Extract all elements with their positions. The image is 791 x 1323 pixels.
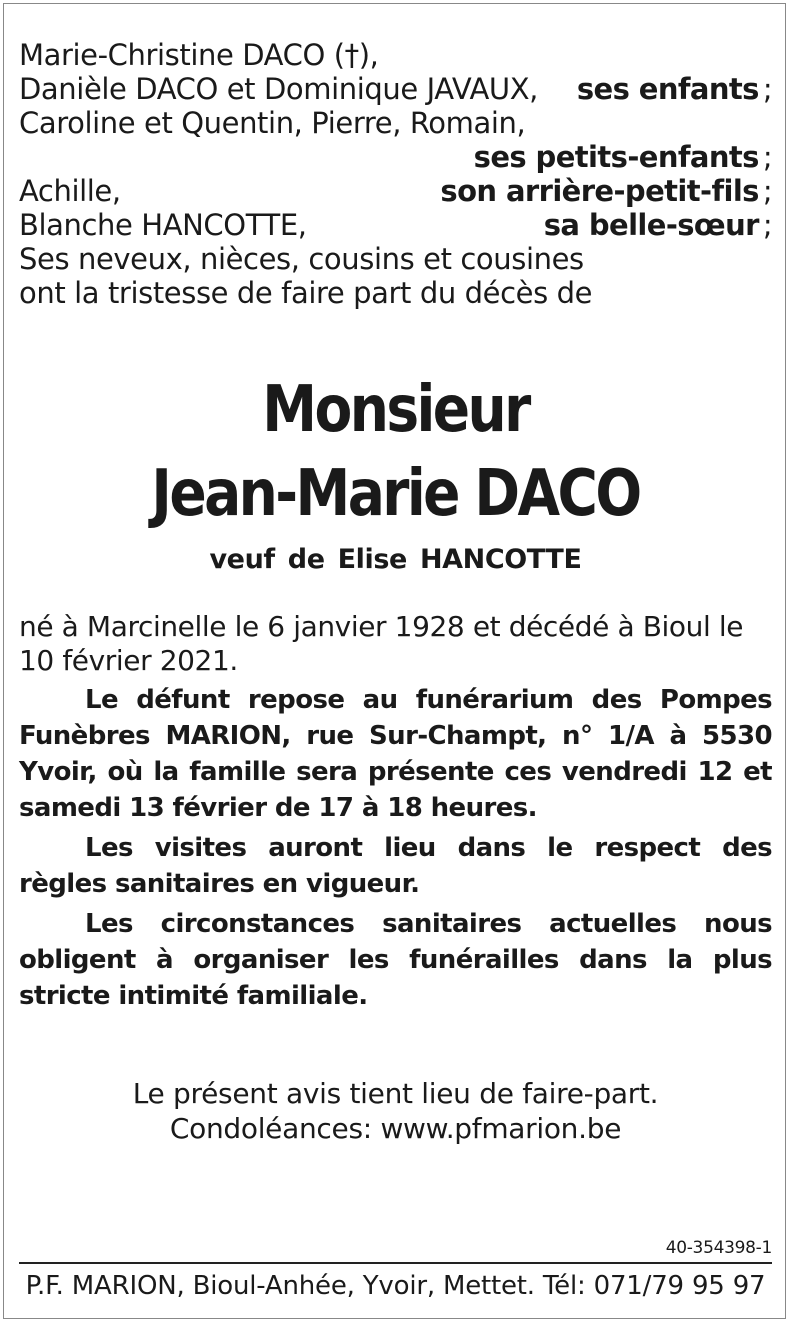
divider	[19, 1262, 772, 1264]
funeral-home-footer: P.F. MARION, Bioul-Anhée, Yvoir, Mettet. Tél: 071/79 95 97	[25, 1271, 766, 1301]
deceased-title: Monsieur	[262, 373, 529, 447]
family-line-1	[19, 38, 772, 72]
visits-paragraph: Les visites auront lieu dans le respect des règles sanitaires en vigueur.	[19, 833, 772, 899]
death-notice	[19, 38, 772, 1146]
family-name: Blanche HANCOTTE,	[19, 208, 307, 242]
family-name: Danièle DACO et Dominique JAVAUX,	[19, 72, 538, 106]
circumstances-paragraph: Les circonstances sanitaires actuelles nous obligent à organiser les funérailles dans la plus stricte intimité familiale.	[19, 909, 772, 1011]
relation-label: sa belle-sœur ;	[543, 208, 772, 242]
family-line-3	[19, 106, 772, 140]
relation-label: ses petits-enfants ;	[473, 140, 772, 174]
condolences-line: Condoléances: www.pfmarion.be	[169, 1112, 622, 1145]
family-name: Caroline et Quentin, Pierre, Romain,	[19, 106, 526, 140]
family-name: Marie-Christine DACO (†),	[19, 38, 379, 72]
family-line-6	[19, 208, 772, 242]
notice-block	[19, 1076, 772, 1146]
birth-death-dates: né à Marcinelle le 6 janvier 1928 et décédé à Bioul le 10 février 2021.	[19, 610, 744, 677]
intro-line-2: ont la tristesse de faire part du décès de	[19, 276, 593, 310]
deceased-block	[19, 368, 772, 580]
deceased-name: Jean-Marie DACO	[151, 457, 640, 531]
family-line-5	[19, 174, 772, 208]
relation-label: ses enfants ;	[576, 72, 772, 106]
widow-of: veuf de Elise HANCOTTE	[209, 544, 582, 575]
family-line-2	[19, 72, 772, 106]
family-line-4	[19, 140, 772, 174]
family-name: Achille,	[19, 174, 121, 208]
reference-number: 40-354398-1	[665, 1238, 772, 1258]
notice-line-1: Le présent avis tient lieu de faire-part.	[132, 1077, 659, 1110]
funerarium-paragraph: Le défunt repose au funérarium des Pompes Funèbres MARION, rue Sur-Champt, n° 1/A à 5530 Yvoir, où la famille sera présente ces vendredi 12 et samedi 13 février de 17 à 18 heures.	[19, 685, 772, 823]
intro-line-1: Ses neveux, nièces, cousins et cousines	[19, 242, 584, 276]
relation-label: son arrière-petit-fils ;	[440, 174, 772, 208]
